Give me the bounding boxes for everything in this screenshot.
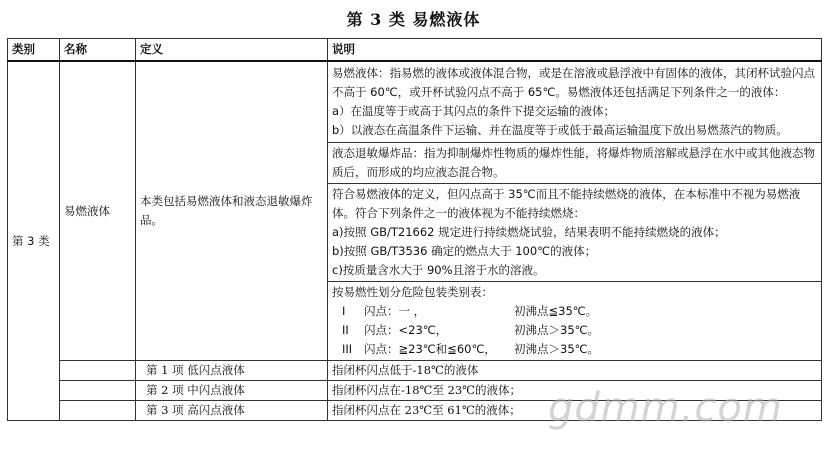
item-desc: 指闭杯闪点低于-18℃的液体 bbox=[328, 361, 822, 381]
note-desensitized-explosive: 液态退敏爆炸品：指为抑制爆炸性物质的爆炸性能，将爆炸物质溶解或悬浮在水中或其他液态物质后，而形成的均应液态混合物。 bbox=[328, 143, 822, 184]
table-row bbox=[8, 61, 822, 143]
packing-boil: 初沸点≦35℃。 bbox=[514, 304, 598, 318]
definition-cell: 本类包括易燃液体和液态退敏爆炸品。 bbox=[136, 61, 328, 361]
packing-flash: 闪点：一 ， bbox=[364, 304, 426, 318]
item-label: 第 1 项 低闪点液体 bbox=[136, 361, 328, 381]
note-packing-groups bbox=[328, 282, 822, 361]
header-name: 名称 bbox=[60, 39, 136, 62]
packing-row bbox=[332, 302, 817, 321]
watermark: gdmm.com bbox=[548, 385, 783, 431]
name-cell: 易燃液体 bbox=[60, 61, 136, 361]
packing-roman: II bbox=[342, 323, 349, 337]
note-non-sustaining bbox=[328, 184, 822, 282]
item-name-cell bbox=[60, 381, 136, 401]
note-text: b）以液态在高温条件下运输、并在温度等于或低于最高运输温度下放出易燃蒸汽的物质。 bbox=[332, 123, 788, 137]
packing-roman: I bbox=[342, 304, 346, 318]
header-row bbox=[8, 39, 822, 62]
packing-flash: 闪点：<23℃， bbox=[364, 323, 448, 337]
item-desc: 指闭杯闪点在-18℃至 23℃的液体； bbox=[328, 381, 822, 401]
note-text: a)按照 GB/T21662 规定进行持续燃烧试验，结果表明不能持续燃烧的液体； bbox=[332, 225, 726, 239]
item-name-cell bbox=[60, 361, 136, 381]
item-desc: 指闭杯闪点在 23℃至 61℃的液体； bbox=[328, 401, 822, 421]
table-row bbox=[8, 361, 822, 381]
packing-row bbox=[332, 321, 817, 340]
classification-table bbox=[7, 38, 822, 421]
packing-boil: 初沸点＞35℃。 bbox=[514, 342, 600, 356]
header-category: 类别 bbox=[8, 39, 60, 62]
table-row bbox=[8, 381, 822, 401]
packing-boil: 初沸点＞35℃。 bbox=[514, 323, 600, 337]
packing-row bbox=[332, 340, 817, 359]
header-definition: 定义 bbox=[136, 39, 328, 62]
note-text: b)按照 GB/T3536 确定的燃点大于 100℃的液体； bbox=[332, 244, 597, 258]
packing-roman: III bbox=[342, 342, 353, 356]
note-text: 符合易燃液体的定义，但闪点高于 35℃而且不能持续燃烧的液体，在本标准中不视为易燃液体。符合下列条件之一的液体视为不能持续燃烧： bbox=[332, 187, 801, 220]
packing-intro: 按易燃性划分危险包装类别表： bbox=[332, 285, 493, 299]
item-label: 第 3 项 高闪点液体 bbox=[136, 401, 328, 421]
category-cell: 第 3 类 bbox=[8, 61, 60, 421]
note-flammable-liquid bbox=[328, 61, 822, 143]
page-title: 第 3 类 易燃液体 bbox=[346, 10, 481, 29]
header-notes: 说明 bbox=[328, 39, 822, 62]
note-text: c)按质量含水大于 90%且溶于水的溶液。 bbox=[332, 263, 545, 277]
item-label: 第 2 项 中闪点液体 bbox=[136, 381, 328, 401]
item-name-cell bbox=[60, 401, 136, 421]
note-text: a）在温度等于或高于其闪点的条件下提交运输的液体； bbox=[332, 104, 616, 118]
table-row bbox=[8, 401, 822, 421]
note-text: 易燃液体：指易燃的液体或液体混合物，或是在溶液或悬浮液中有固体的液体，其闭杯试验闪点不高于 60℃，或开杯试验闪点不高于 65℃。易燃液体还包括满足下列条件之一的液体： bbox=[332, 66, 815, 99]
packing-flash: 闪点：≧23℃和≦60℃， bbox=[364, 342, 496, 356]
